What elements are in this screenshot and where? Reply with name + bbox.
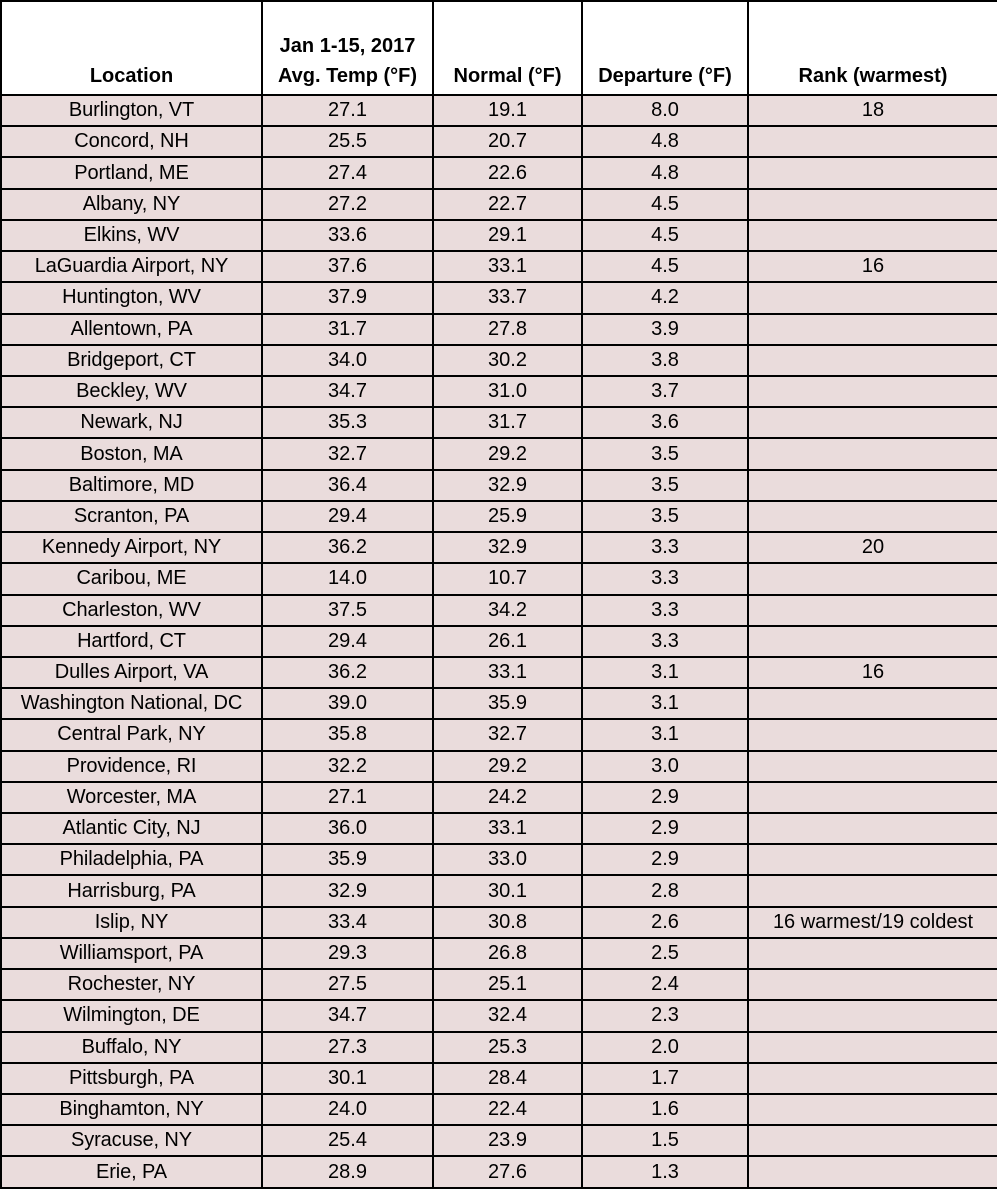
cell-location: Islip, NY — [1, 907, 262, 938]
cell-departure: 4.8 — [582, 157, 748, 188]
cell-avg-temp: 32.2 — [262, 751, 433, 782]
cell-avg-temp: 33.6 — [262, 220, 433, 251]
cell-location: Albany, NY — [1, 189, 262, 220]
cell-avg-temp: 33.4 — [262, 907, 433, 938]
table-row — [1, 376, 997, 407]
table-row — [1, 220, 997, 251]
cell-avg-temp: 27.1 — [262, 95, 433, 126]
cell-departure: 3.0 — [582, 751, 748, 782]
cell-normal: 25.9 — [433, 501, 582, 532]
table-row — [1, 938, 997, 969]
cell-location: Rochester, NY — [1, 969, 262, 1000]
table-row — [1, 1125, 997, 1156]
cell-normal: 33.1 — [433, 657, 582, 688]
cell-location: Providence, RI — [1, 751, 262, 782]
cell-avg-temp: 37.5 — [262, 595, 433, 626]
cell-normal: 32.4 — [433, 1000, 582, 1031]
cell-departure: 2.9 — [582, 844, 748, 875]
cell-departure: 3.8 — [582, 345, 748, 376]
cell-departure: 1.5 — [582, 1125, 748, 1156]
cell-avg-temp: 36.0 — [262, 813, 433, 844]
cell-location: Atlantic City, NJ — [1, 813, 262, 844]
cell-normal: 24.2 — [433, 782, 582, 813]
cell-departure: 3.3 — [582, 532, 748, 563]
cell-avg-temp: 34.0 — [262, 345, 433, 376]
cell-normal: 27.6 — [433, 1156, 582, 1187]
table-row — [1, 157, 997, 188]
cell-rank — [748, 595, 997, 626]
table-row — [1, 95, 997, 126]
table-row — [1, 844, 997, 875]
cell-avg-temp: 31.7 — [262, 314, 433, 345]
cell-avg-temp: 34.7 — [262, 376, 433, 407]
cell-avg-temp: 28.9 — [262, 1156, 433, 1187]
cell-rank — [748, 220, 997, 251]
cell-location: Concord, NH — [1, 126, 262, 157]
cell-avg-temp: 25.4 — [262, 1125, 433, 1156]
cell-avg-temp: 35.8 — [262, 719, 433, 750]
table-row — [1, 251, 997, 282]
cell-avg-temp: 34.7 — [262, 1000, 433, 1031]
table-row — [1, 657, 997, 688]
table-row — [1, 813, 997, 844]
cell-avg-temp: 32.9 — [262, 875, 433, 906]
cell-avg-temp: 35.3 — [262, 407, 433, 438]
cell-rank — [748, 751, 997, 782]
table-row — [1, 969, 997, 1000]
cell-location: Huntington, WV — [1, 282, 262, 313]
cell-departure: 2.6 — [582, 907, 748, 938]
cell-normal: 30.2 — [433, 345, 582, 376]
cell-location: Newark, NJ — [1, 407, 262, 438]
table-row — [1, 407, 997, 438]
table-body — [1, 95, 997, 1188]
cell-location: Worcester, MA — [1, 782, 262, 813]
cell-normal: 22.6 — [433, 157, 582, 188]
table-row — [1, 438, 997, 469]
cell-normal: 26.1 — [433, 626, 582, 657]
cell-location: LaGuardia Airport, NY — [1, 251, 262, 282]
cell-location: Syracuse, NY — [1, 1125, 262, 1156]
table-row — [1, 501, 997, 532]
cell-rank — [748, 969, 997, 1000]
table-row — [1, 345, 997, 376]
cell-location: Bridgeport, CT — [1, 345, 262, 376]
table-row — [1, 875, 997, 906]
cell-departure: 3.3 — [582, 595, 748, 626]
table-row — [1, 314, 997, 345]
cell-departure: 2.8 — [582, 875, 748, 906]
cell-departure: 3.1 — [582, 719, 748, 750]
cell-departure: 3.1 — [582, 657, 748, 688]
cell-avg-temp: 27.4 — [262, 157, 433, 188]
column-header-avg-temp-line: Jan 1-15, 2017 — [279, 35, 416, 57]
column-header-departure — [582, 1, 748, 95]
cell-rank — [748, 844, 997, 875]
cell-avg-temp: 36.4 — [262, 470, 433, 501]
cell-departure: 3.7 — [582, 376, 748, 407]
cell-departure: 1.6 — [582, 1094, 748, 1125]
cell-departure: 3.5 — [582, 470, 748, 501]
table-row — [1, 782, 997, 813]
cell-normal: 33.1 — [433, 251, 582, 282]
cell-departure: 4.5 — [582, 189, 748, 220]
cell-normal: 10.7 — [433, 563, 582, 594]
cell-rank — [748, 1125, 997, 1156]
cell-rank — [748, 626, 997, 657]
cell-rank — [748, 688, 997, 719]
cell-normal: 29.2 — [433, 438, 582, 469]
cell-location: Elkins, WV — [1, 220, 262, 251]
cell-normal: 33.7 — [433, 282, 582, 313]
cell-rank — [748, 407, 997, 438]
table-row — [1, 1156, 997, 1187]
cell-rank — [748, 719, 997, 750]
cell-departure: 2.9 — [582, 813, 748, 844]
cell-rank: 20 — [748, 532, 997, 563]
cell-avg-temp: 14.0 — [262, 563, 433, 594]
column-header-avg-temp-line: Avg. Temp (°F) — [277, 65, 418, 87]
cell-departure: 2.0 — [582, 1032, 748, 1063]
cell-location: Portland, ME — [1, 157, 262, 188]
table-row — [1, 907, 997, 938]
cell-avg-temp: 27.3 — [262, 1032, 433, 1063]
cell-normal: 29.2 — [433, 751, 582, 782]
column-header-normal — [433, 1, 582, 95]
cell-departure: 2.5 — [582, 938, 748, 969]
cell-normal: 30.1 — [433, 875, 582, 906]
cell-rank — [748, 470, 997, 501]
column-header-rank — [748, 1, 997, 95]
cell-rank — [748, 1032, 997, 1063]
header-row — [1, 1, 997, 95]
cell-avg-temp: 24.0 — [262, 1094, 433, 1125]
cell-normal: 26.8 — [433, 938, 582, 969]
cell-rank — [748, 501, 997, 532]
cell-rank — [748, 938, 997, 969]
cell-location: Baltimore, MD — [1, 470, 262, 501]
cell-location: Dulles Airport, VA — [1, 657, 262, 688]
cell-rank — [748, 314, 997, 345]
cell-location: Boston, MA — [1, 438, 262, 469]
cell-departure: 2.4 — [582, 969, 748, 1000]
table-row — [1, 1094, 997, 1125]
table-row — [1, 563, 997, 594]
cell-departure: 3.1 — [582, 688, 748, 719]
cell-location: Buffalo, NY — [1, 1032, 262, 1063]
table-row — [1, 595, 997, 626]
cell-location: Washington National, DC — [1, 688, 262, 719]
cell-location: Kennedy Airport, NY — [1, 532, 262, 563]
column-header-avg-temp — [262, 1, 433, 95]
cell-departure: 4.5 — [582, 220, 748, 251]
cell-avg-temp: 30.1 — [262, 1063, 433, 1094]
cell-normal: 30.8 — [433, 907, 582, 938]
table-row — [1, 688, 997, 719]
cell-normal: 32.9 — [433, 470, 582, 501]
table-row — [1, 470, 997, 501]
table-row — [1, 1032, 997, 1063]
cell-rank — [748, 782, 997, 813]
cell-avg-temp: 35.9 — [262, 844, 433, 875]
cell-rank: 16 warmest/19 coldest — [748, 907, 997, 938]
cell-normal: 22.7 — [433, 189, 582, 220]
cell-location: Binghamton, NY — [1, 1094, 262, 1125]
cell-departure: 3.6 — [582, 407, 748, 438]
cell-departure: 2.3 — [582, 1000, 748, 1031]
cell-normal: 34.2 — [433, 595, 582, 626]
cell-location: Caribou, ME — [1, 563, 262, 594]
cell-avg-temp: 36.2 — [262, 657, 433, 688]
cell-departure: 3.5 — [582, 501, 748, 532]
cell-normal: 33.1 — [433, 813, 582, 844]
cell-avg-temp: 36.2 — [262, 532, 433, 563]
column-header-location — [1, 1, 262, 95]
cell-avg-temp: 32.7 — [262, 438, 433, 469]
table-row — [1, 282, 997, 313]
cell-normal: 33.0 — [433, 844, 582, 875]
table-row — [1, 626, 997, 657]
cell-departure: 3.5 — [582, 438, 748, 469]
cell-location: Pittsburgh, PA — [1, 1063, 262, 1094]
table-header — [1, 1, 997, 95]
cell-rank — [748, 157, 997, 188]
cell-rank — [748, 1063, 997, 1094]
cell-avg-temp: 29.3 — [262, 938, 433, 969]
cell-location: Harrisburg, PA — [1, 875, 262, 906]
cell-location: Charleston, WV — [1, 595, 262, 626]
cell-rank — [748, 1000, 997, 1031]
cell-rank — [748, 875, 997, 906]
cell-rank — [748, 345, 997, 376]
cell-avg-temp: 29.4 — [262, 626, 433, 657]
column-header-departure-line: Departure (°F) — [598, 65, 732, 87]
cell-rank: 16 — [748, 251, 997, 282]
cell-departure: 4.8 — [582, 126, 748, 157]
cell-normal: 31.0 — [433, 376, 582, 407]
cell-normal: 19.1 — [433, 95, 582, 126]
cell-departure: 1.3 — [582, 1156, 748, 1187]
cell-normal: 29.1 — [433, 220, 582, 251]
cell-rank — [748, 1156, 997, 1187]
cell-location: Central Park, NY — [1, 719, 262, 750]
cell-rank — [748, 126, 997, 157]
cell-rank — [748, 189, 997, 220]
cell-departure: 3.3 — [582, 626, 748, 657]
cell-normal: 27.8 — [433, 314, 582, 345]
cell-rank — [748, 563, 997, 594]
table-row — [1, 189, 997, 220]
cell-rank: 16 — [748, 657, 997, 688]
cell-normal: 35.9 — [433, 688, 582, 719]
table-row — [1, 532, 997, 563]
cell-location: Hartford, CT — [1, 626, 262, 657]
cell-departure: 2.9 — [582, 782, 748, 813]
cell-departure: 4.5 — [582, 251, 748, 282]
column-header-rank-line: Rank (warmest) — [798, 65, 948, 87]
table-row — [1, 1063, 997, 1094]
cell-departure: 4.2 — [582, 282, 748, 313]
cell-normal: 32.7 — [433, 719, 582, 750]
cell-location: Burlington, VT — [1, 95, 262, 126]
cell-normal: 32.9 — [433, 532, 582, 563]
cell-location: Beckley, WV — [1, 376, 262, 407]
cell-normal: 28.4 — [433, 1063, 582, 1094]
cell-normal: 25.1 — [433, 969, 582, 1000]
cell-avg-temp: 27.5 — [262, 969, 433, 1000]
cell-departure: 8.0 — [582, 95, 748, 126]
cell-rank — [748, 376, 997, 407]
column-header-normal-line: Normal (°F) — [453, 65, 562, 87]
cell-departure: 3.9 — [582, 314, 748, 345]
cell-normal: 20.7 — [433, 126, 582, 157]
cell-rank — [748, 813, 997, 844]
cell-location: Philadelphia, PA — [1, 844, 262, 875]
cell-avg-temp: 37.6 — [262, 251, 433, 282]
table-row — [1, 126, 997, 157]
cell-normal: 31.7 — [433, 407, 582, 438]
cell-avg-temp: 39.0 — [262, 688, 433, 719]
cell-avg-temp: 37.9 — [262, 282, 433, 313]
cell-normal: 23.9 — [433, 1125, 582, 1156]
cell-avg-temp: 27.1 — [262, 782, 433, 813]
cell-rank — [748, 282, 997, 313]
cell-location: Wilmington, DE — [1, 1000, 262, 1031]
cell-rank — [748, 1094, 997, 1125]
cell-rank: 18 — [748, 95, 997, 126]
table-row — [1, 719, 997, 750]
cell-avg-temp: 27.2 — [262, 189, 433, 220]
cell-departure: 1.7 — [582, 1063, 748, 1094]
cell-departure: 3.3 — [582, 563, 748, 594]
cell-location: Scranton, PA — [1, 501, 262, 532]
cell-location: Erie, PA — [1, 1156, 262, 1187]
cell-avg-temp: 29.4 — [262, 501, 433, 532]
cell-rank — [748, 438, 997, 469]
cell-normal: 25.3 — [433, 1032, 582, 1063]
table-row — [1, 1000, 997, 1031]
cell-avg-temp: 25.5 — [262, 126, 433, 157]
column-header-location-line: Location — [89, 65, 174, 87]
cell-location: Williamsport, PA — [1, 938, 262, 969]
cell-location: Allentown, PA — [1, 314, 262, 345]
table-row — [1, 751, 997, 782]
cell-normal: 22.4 — [433, 1094, 582, 1125]
